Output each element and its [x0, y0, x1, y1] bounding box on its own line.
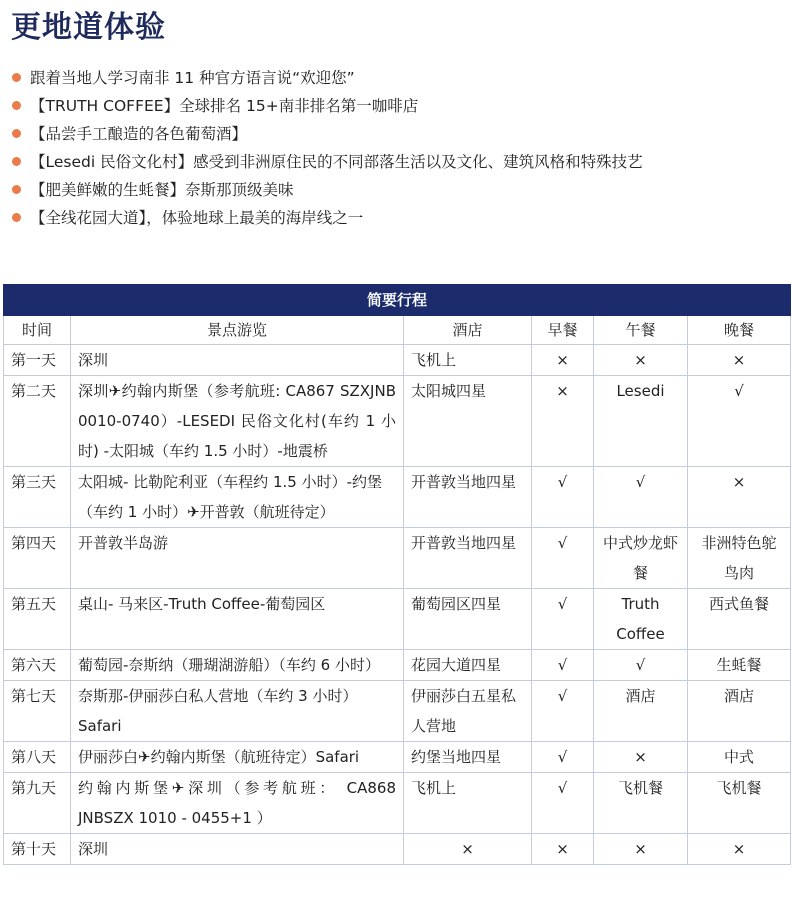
- table-row: [4, 528, 791, 589]
- table-row: [4, 650, 791, 681]
- route-cell: 太阳城- 比勒陀利亚（车程约 1.5 小时）-约堡（车约 1 小时）✈开普敦（航班待定）: [71, 467, 404, 528]
- highlight-text: 【肥美鲜嫩的生蚝餐】奈斯那顶级美味: [30, 181, 294, 199]
- table-row: [4, 467, 791, 528]
- column-header-breakfast: 早餐: [532, 316, 594, 345]
- route-cell: 葡萄园-奈斯纳（珊瑚湖游船）（车约 6 小时）: [71, 650, 404, 681]
- table-row: [4, 376, 791, 467]
- dinner-cell: ×: [688, 467, 791, 528]
- breakfast-cell: √: [532, 528, 594, 589]
- route-cell: 开普敦半岛游: [71, 528, 404, 589]
- column-header-lunch: 午餐: [594, 316, 688, 345]
- dinner-cell: 酒店: [688, 681, 791, 742]
- table-caption: 简要行程: [4, 285, 791, 316]
- highlight-item: [12, 150, 643, 178]
- breakfast-cell: √: [532, 467, 594, 528]
- highlights-list: [12, 66, 643, 234]
- breakfast-cell: ×: [532, 345, 594, 376]
- lunch-cell: 飞机餐: [594, 773, 688, 834]
- highlight-item: [12, 66, 643, 94]
- table-row: [4, 589, 791, 650]
- table-row: [4, 834, 791, 865]
- highlight-item: [12, 206, 643, 234]
- table-row: [4, 345, 791, 376]
- hotel-cell: 开普敦当地四星: [404, 528, 532, 589]
- day-cell: 第一天: [4, 345, 71, 376]
- hotel-cell: 约堡当地四星: [404, 742, 532, 773]
- day-cell: 第十天: [4, 834, 71, 865]
- lunch-cell: 中式炒龙虾餐: [594, 528, 688, 589]
- lunch-cell: 酒店: [594, 681, 688, 742]
- dinner-cell: 飞机餐: [688, 773, 791, 834]
- dinner-cell: 非洲特色鸵鸟肉: [688, 528, 791, 589]
- route-cell: 奈斯那-伊丽莎白私人营地（车约 3 小时）Safari: [71, 681, 404, 742]
- breakfast-cell: √: [532, 742, 594, 773]
- highlight-item: [12, 178, 643, 206]
- breakfast-cell: ×: [532, 376, 594, 467]
- column-header-time: 时间: [4, 316, 71, 345]
- day-cell: 第二天: [4, 376, 71, 467]
- route-cell: 伊丽莎白✈约翰内斯堡（航班待定）Safari: [71, 742, 404, 773]
- breakfast-cell: √: [532, 589, 594, 650]
- highlight-text: 【TRUTH COFFEE】全球排名 15+南非排名第一咖啡店: [30, 97, 419, 115]
- column-header-dinner: 晚餐: [688, 316, 791, 345]
- route-cell: 桌山- 马来区-Truth Coffee-葡萄园区: [71, 589, 404, 650]
- bullet-dot-icon: [12, 101, 21, 110]
- hotel-cell: ×: [404, 834, 532, 865]
- hotel-cell: 飞机上: [404, 773, 532, 834]
- breakfast-cell: ×: [532, 834, 594, 865]
- dinner-cell: 西式鱼餐: [688, 589, 791, 650]
- route-cell: 约翰内斯堡✈深圳（参考航班： CA868 JNBSZX 1010 - 0455+1 ）: [71, 773, 404, 834]
- breakfast-cell: √: [532, 650, 594, 681]
- table-row: [4, 773, 791, 834]
- dinner-cell: √: [688, 376, 791, 467]
- highlight-text: 跟着当地人学习南非 11 种官方语言说“欢迎您”: [30, 69, 355, 87]
- bullet-dot-icon: [12, 213, 21, 222]
- day-cell: 第六天: [4, 650, 71, 681]
- day-cell: 第五天: [4, 589, 71, 650]
- hotel-cell: 飞机上: [404, 345, 532, 376]
- dinner-cell: ×: [688, 345, 791, 376]
- page-title: 更地道体验: [11, 10, 166, 45]
- highlight-text: 【品尝手工酿造的各色葡萄酒】: [30, 125, 248, 143]
- lunch-cell: ×: [594, 834, 688, 865]
- day-cell: 第九天: [4, 773, 71, 834]
- hotel-cell: 开普敦当地四星: [404, 467, 532, 528]
- dinner-cell: ×: [688, 834, 791, 865]
- day-cell: 第八天: [4, 742, 71, 773]
- lunch-cell: Truth Coffee: [594, 589, 688, 650]
- hotel-cell: 太阳城四星: [404, 376, 532, 467]
- route-cell: 深圳: [71, 834, 404, 865]
- bullet-dot-icon: [12, 157, 21, 166]
- table-row: [4, 681, 791, 742]
- lunch-cell: √: [594, 467, 688, 528]
- hotel-cell: 花园大道四星: [404, 650, 532, 681]
- route-cell: 深圳✈约翰内斯堡（参考航班: CA867 SZXJNB 0010-0740）-LESEDI 民俗文化村(车约 1 小时) -太阳城（车约 1.5 小时）-地震桥: [71, 376, 404, 467]
- table-caption-row: [4, 285, 791, 316]
- itinerary-table: [3, 284, 791, 865]
- day-cell: 第七天: [4, 681, 71, 742]
- hotel-cell: 伊丽莎白五星私人营地: [404, 681, 532, 742]
- highlight-item: [12, 94, 643, 122]
- highlight-text: 【Lesedi 民俗文化村】感受到非洲原住民的不同部落生活以及文化、建筑风格和特殊技艺: [30, 153, 643, 171]
- table-row: [4, 742, 791, 773]
- bullet-dot-icon: [12, 129, 21, 138]
- bullet-dot-icon: [12, 185, 21, 194]
- breakfast-cell: √: [532, 681, 594, 742]
- dinner-cell: 生蚝餐: [688, 650, 791, 681]
- highlight-text: 【全线花园大道】，体验地球上最美的海岸线之一: [30, 209, 364, 227]
- bullet-dot-icon: [12, 73, 21, 82]
- table-header-row: [4, 316, 791, 345]
- column-header-hotel: 酒店: [404, 316, 532, 345]
- lunch-cell: √: [594, 650, 688, 681]
- column-header-route: 景点游览: [71, 316, 404, 345]
- day-cell: 第三天: [4, 467, 71, 528]
- dinner-cell: 中式: [688, 742, 791, 773]
- highlight-item: [12, 122, 643, 150]
- hotel-cell: 葡萄园区四星: [404, 589, 532, 650]
- lunch-cell: ×: [594, 742, 688, 773]
- breakfast-cell: √: [532, 773, 594, 834]
- route-cell: 深圳: [71, 345, 404, 376]
- lunch-cell: ×: [594, 345, 688, 376]
- lunch-cell: Lesedi: [594, 376, 688, 467]
- day-cell: 第四天: [4, 528, 71, 589]
